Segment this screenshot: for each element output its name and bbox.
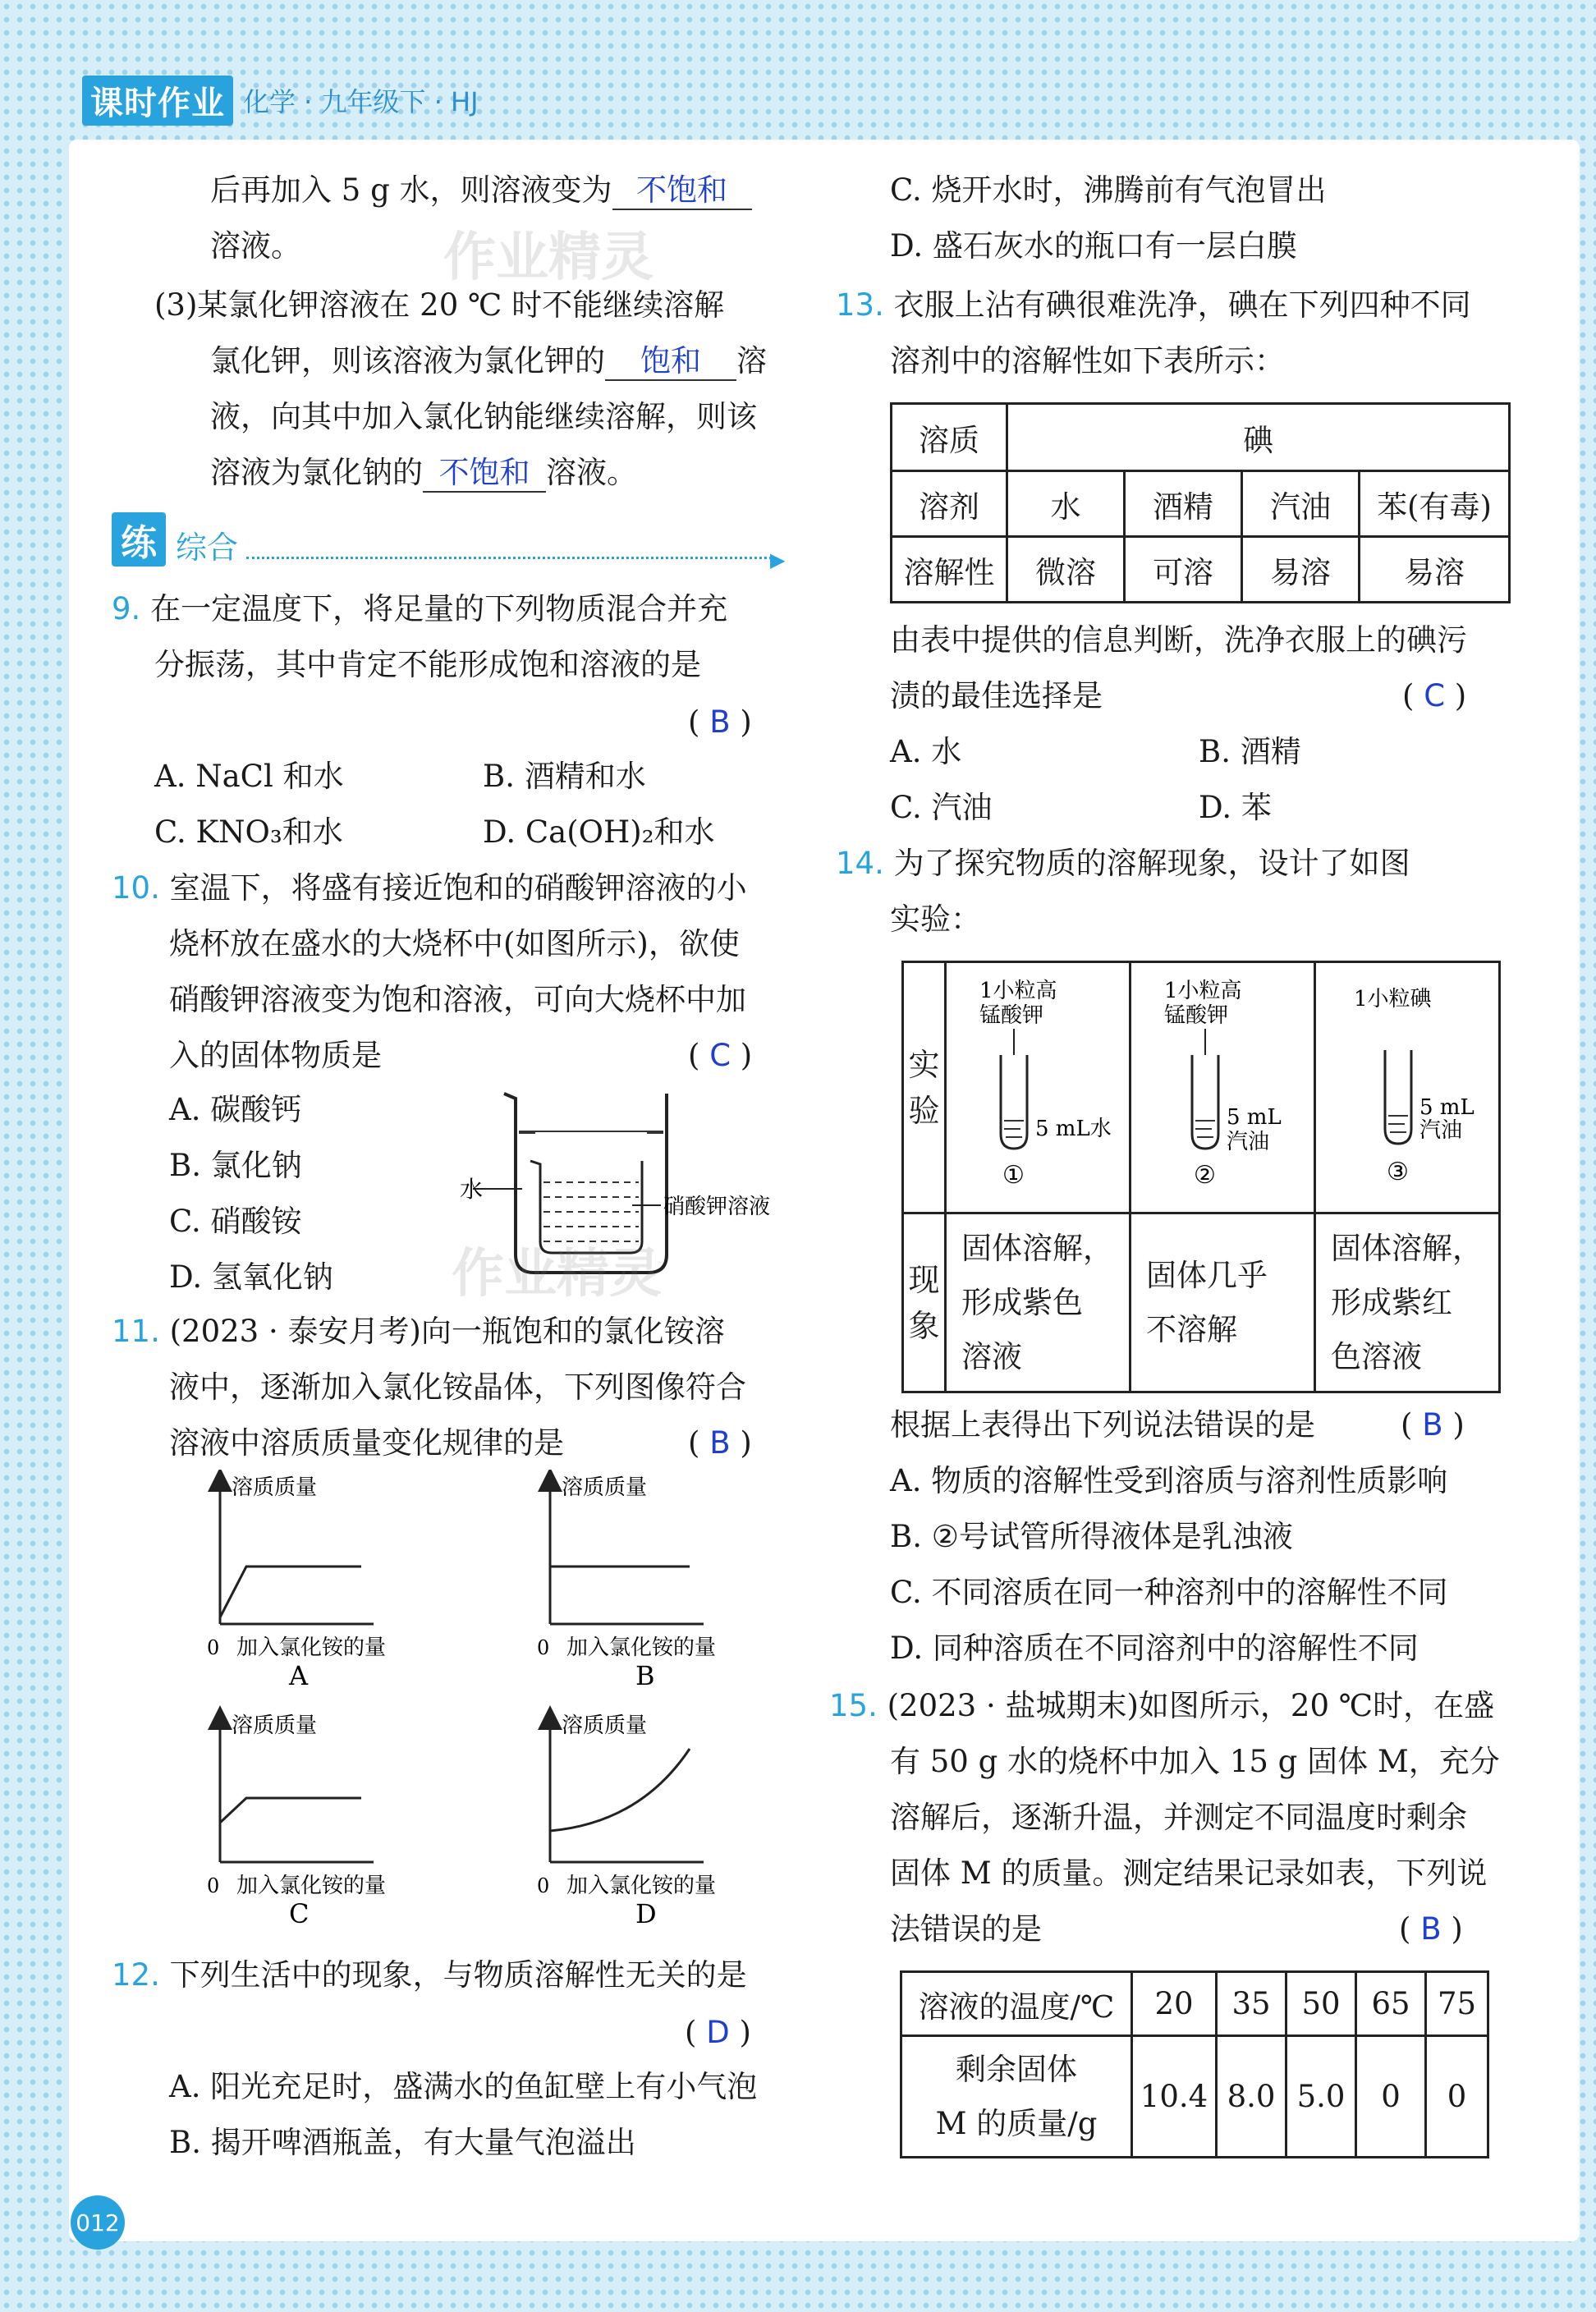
q9-option-b: B. 酒精和水 (483, 759, 646, 794)
table-cell: 易溶 (1360, 537, 1510, 603)
q10-answer-paren: ( C ) (688, 1038, 753, 1073)
table-cell: 65 (1356, 1972, 1426, 2036)
q10-line2: 烧杯放在盛水的大烧杯中(如图所示)，欲使 (169, 926, 740, 961)
table-cell: 50 (1286, 1972, 1356, 2036)
q13-answer: C (1424, 678, 1446, 713)
graph-c-xlabel: 加入氯化铵的量 (236, 1874, 387, 1898)
graph-d-xlabel: 加入氯化铵的量 (566, 1874, 717, 1898)
phenomenon-2: 固体几乎 不溶解 (1130, 1213, 1315, 1392)
table-cell: 酒精 (1125, 471, 1242, 537)
q14-line1: 14. 为了探究物质的溶解现象，设计了如图 (836, 846, 1410, 881)
svg-text:锰酸钾: 锰酸钾 (979, 1003, 1044, 1028)
q10-line4: 入的固体物质是 (169, 1038, 382, 1073)
q8-3-blank-unsaturated: 不饱和 (423, 455, 546, 493)
table-cell: 溶解性 (892, 537, 1007, 603)
q8-3-line1: (3)某氯化钾溶液在 20 ℃ 时不能继续溶解 (154, 287, 725, 323)
row-header-experiment: 实验 (903, 962, 946, 1213)
graph-b-ylabel: 溶质质量 (562, 1475, 648, 1500)
graph-d-curve (550, 1749, 690, 1831)
q11-graphs (197, 1470, 772, 1954)
experiment-2 (1130, 962, 1315, 1213)
q13-option-d: D. 苯 (1199, 790, 1272, 825)
q11-line3: 溶液中溶质质量变化规律的是 (169, 1425, 564, 1461)
table-cell: 碘 (1007, 404, 1510, 471)
graph-c-ylabel: 溶质质量 (232, 1713, 318, 1738)
q14-line2: 实验： (890, 901, 981, 937)
phenomenon-1: 固体溶解， 形成紫色 溶液 (946, 1213, 1130, 1392)
graph-a-label: A (289, 1660, 309, 1691)
svg-text:1小粒高: 1小粒高 (979, 979, 1057, 1003)
q9-answer: B (709, 704, 731, 740)
graph-d-label: D (635, 1898, 657, 1929)
q15-line4: 固体 M 的质量。测定结果记录如表，下列说 (890, 1856, 1488, 1891)
table-cell: 5.0 (1286, 2036, 1356, 2158)
section-arrow-icon: ▶ (770, 548, 786, 571)
q10-answer: C (709, 1038, 732, 1073)
section-divider (246, 557, 772, 559)
q14-option-b: B. ②号试管所得液体是乳浊液 (890, 1519, 1293, 1554)
row-header-phenomenon: 现象 (903, 1213, 946, 1392)
table-row (892, 537, 1510, 603)
svg-text:5 mL: 5 mL (1227, 1105, 1282, 1130)
practice-section-icon: 练 (112, 512, 166, 567)
experiment-3 (1315, 962, 1500, 1213)
q8-3-line3: 液，向其中加入氯化钠能继续溶解，则该 (210, 399, 757, 434)
brand-logo: 课时作业 (82, 76, 233, 126)
graph-a-ylabel: 溶质质量 (232, 1475, 318, 1500)
practice-section-label: 综合 (176, 530, 239, 566)
table-row (901, 1972, 1488, 2036)
table-cell: 10.4 (1132, 2036, 1217, 2158)
graph-c (207, 1713, 386, 1929)
q11-answer: B (709, 1425, 731, 1461)
svg-text:汽油: 汽油 (1227, 1130, 1270, 1154)
q11-line1: 11. (2023 · 泰安月考)向一瓶饱和的氯化铵溶 (112, 1314, 725, 1349)
graph-c-label: C (289, 1898, 310, 1929)
graph-d (537, 1713, 716, 1929)
q8-cont-line2: 溶液。 (210, 228, 301, 264)
table-cell: 溶质 (892, 404, 1007, 471)
q9-option-a: A. NaCl 和水 (154, 759, 344, 794)
table-cell: 8.0 (1217, 2036, 1286, 2158)
q12-option-a: A. 阳光充足时，盛满水的鱼缸壁上有小气泡 (169, 2069, 758, 2104)
residual-solid-table (900, 1970, 1489, 2158)
svg-text:汽油: 汽油 (1419, 1118, 1463, 1143)
svg-text:1小粒高: 1小粒高 (1164, 979, 1242, 1003)
test-tube-3 (1316, 963, 1498, 1204)
graph-b (537, 1475, 716, 1691)
test-tube-2 (1131, 963, 1314, 1204)
q13-option-c: C. 汽油 (890, 790, 993, 825)
graph-a-curve (220, 1567, 361, 1617)
table-cell: 汽油 (1242, 471, 1360, 537)
table-cell: 易溶 (1242, 537, 1360, 603)
graph-c-origin: 0 (207, 1874, 220, 1897)
svg-text:锰酸钾: 锰酸钾 (1164, 1003, 1229, 1028)
svg-text:5 mL水: 5 mL水 (1035, 1117, 1112, 1141)
page-number: 012 (71, 2195, 125, 2250)
q15-line3: 溶解后，逐渐升温，并测定不同温度时剩余 (890, 1800, 1467, 1835)
table-cell: 可溶 (1125, 537, 1242, 603)
iodine-solubility-table (890, 402, 1511, 603)
q14-option-c: C. 不同溶质在同一种溶剂中的溶解性不同 (890, 1575, 1448, 1610)
svg-text:1小粒碘: 1小粒碘 (1354, 987, 1432, 1012)
phenomenon-3: 固体溶解， 形成紫红 色溶液 (1315, 1213, 1500, 1392)
graph-c-curve (220, 1798, 361, 1823)
graph-d-origin: 0 (537, 1874, 550, 1897)
table-cell: 20 (1132, 1972, 1217, 2036)
table-cell: 0 (1426, 2036, 1488, 2158)
q8-3-blank-saturated: 饱和 (605, 343, 736, 381)
graph-a-xlabel: 加入氯化铵的量 (236, 1635, 387, 1660)
beaker-label-solution: 硝酸钾溶液 (663, 1195, 771, 1219)
svg-text:5 mL: 5 mL (1419, 1095, 1474, 1120)
q9-line2: 分振荡，其中肯定不能形成饱和溶液的是 (154, 647, 701, 682)
table-row (903, 962, 1500, 1213)
svg-text:②: ② (1194, 1161, 1216, 1190)
q10-option-c: C. 硝酸铵 (169, 1204, 302, 1239)
q10-line1: 10. 室温下，将盛有接近饱和的硝酸钾溶液的小 (112, 870, 747, 906)
graph-b-xlabel: 加入氯化铵的量 (566, 1635, 717, 1660)
q13-after1: 由表中提供的信息判断，洗净衣服上的碘污 (890, 622, 1467, 658)
graph-a-origin: 0 (207, 1636, 220, 1659)
q12-option-d: D. 盛石灰水的瓶口有一层白膜 (890, 228, 1297, 264)
watermark: 作业精灵 (452, 1244, 662, 1305)
q15-line1: 15. (2023 · 盐城期末)如图所示，20 ℃时，在盛 (829, 1688, 1495, 1723)
subject-label: 化学 · 九年级下 · HJ (243, 86, 479, 117)
q10-option-d: D. 氢氧化钠 (169, 1259, 333, 1295)
q14-option-a: A. 物质的溶解性受到溶质与溶剂性质影响 (890, 1463, 1448, 1498)
q13-option-a: A. 水 (890, 734, 962, 769)
test-tube-1 (947, 963, 1129, 1204)
water-lines (519, 1131, 663, 1133)
table-row (903, 1213, 1500, 1392)
q13-option-b: B. 酒精 (1199, 734, 1301, 769)
q11-line2: 液中，逐渐加入氯化铵晶体，下列图像符合 (169, 1369, 746, 1405)
table-cell: 75 (1426, 1972, 1488, 2036)
header (82, 79, 479, 122)
q12-line1: 12. 下列生活中的现象，与物质溶解性无关的是 (112, 1957, 747, 1993)
graph-d-ylabel: 溶质质量 (562, 1713, 648, 1738)
q15-answer: B (1420, 1911, 1442, 1947)
watermark: 作业精灵 (443, 227, 654, 288)
q14-option-d: D. 同种溶质在不同溶剂中的溶解性不同 (890, 1631, 1419, 1666)
q12-answer-paren: ( D ) (685, 2015, 751, 2050)
q15-line2: 有 50 g 水的烧杯中加入 15 g 固体 M，充分 (890, 1744, 1500, 1779)
q13-line1: 13. 衣服上沾有碘很难洗净，碘在下列四种不同 (836, 287, 1471, 323)
table-cell: 溶剂 (892, 471, 1007, 537)
q14-answer-paren: ( B ) (1401, 1407, 1465, 1443)
table-cell: 水 (1007, 471, 1125, 537)
table-row (892, 471, 1510, 537)
table-cell: 溶液的温度/℃ (901, 1972, 1132, 2036)
q8-3-line4: 溶液为氯化钠的 不饱和 溶液。 (210, 455, 637, 493)
q9-option-d: D. Ca(OH)₂和水 (483, 814, 715, 850)
q15-line5: 法错误的是 (890, 1911, 1042, 1947)
graph-a (207, 1475, 386, 1691)
q10-option-a: A. 碳酸钙 (169, 1092, 302, 1127)
q8-blank-unsaturated: 不饱和 (612, 172, 752, 210)
q13-line2: 溶剂中的溶解性如下表所示： (890, 343, 1285, 378)
table-cell: 剩余固体 M 的质量/g (901, 2036, 1132, 2158)
beaker-label-water: 水 (460, 1176, 484, 1203)
q12-answer: D (706, 2015, 730, 2050)
table-row (901, 2036, 1488, 2158)
q8-3-line2: 氯化钾，则该溶液为氯化钾的 饱和 溶 (210, 343, 767, 381)
q13-after2: 渍的最佳选择是 (890, 678, 1103, 713)
q11-answer-paren: ( B ) (688, 1425, 752, 1461)
table-cell: 苯(有毒) (1360, 471, 1510, 537)
graph-b-origin: 0 (537, 1636, 550, 1659)
svg-text:③: ③ (1387, 1158, 1409, 1186)
q9-line1: 9. 在一定温度下，将足量的下列物质混合并充 (112, 591, 728, 626)
table-cell: 0 (1356, 2036, 1426, 2158)
q12-option-b: B. 揭开啤酒瓶盖，有大量气泡溢出 (169, 2125, 636, 2160)
q9-option-c: C. KNO₃和水 (154, 814, 343, 850)
graph-b-label: B (635, 1660, 655, 1691)
table-row (892, 404, 1510, 471)
dissolution-experiment-table (901, 961, 1501, 1393)
q13-answer-paren: ( C ) (1402, 678, 1467, 713)
table-cell: 35 (1217, 1972, 1286, 2036)
q10-line3: 硝酸钾溶液变为饱和溶液，可向大烧杯中加 (169, 982, 746, 1017)
q12-option-c: C. 烧开水时，沸腾前有气泡冒出 (890, 172, 1327, 208)
svg-text:①: ① (1002, 1161, 1025, 1190)
experiment-1 (946, 962, 1130, 1213)
q8-cont-line1: 后再加入 5 g 水，则溶液变为 不饱和 (210, 172, 752, 210)
table-cell: 微溶 (1007, 537, 1125, 603)
q10-option-b: B. 氯化钠 (169, 1148, 302, 1183)
q9-answer-paren: ( B ) (688, 704, 752, 740)
q14-answer: B (1422, 1407, 1443, 1443)
q14-stem: 根据上表得出下列说法错误的是 (890, 1407, 1315, 1443)
q15-answer-paren: ( B ) (1399, 1911, 1463, 1947)
